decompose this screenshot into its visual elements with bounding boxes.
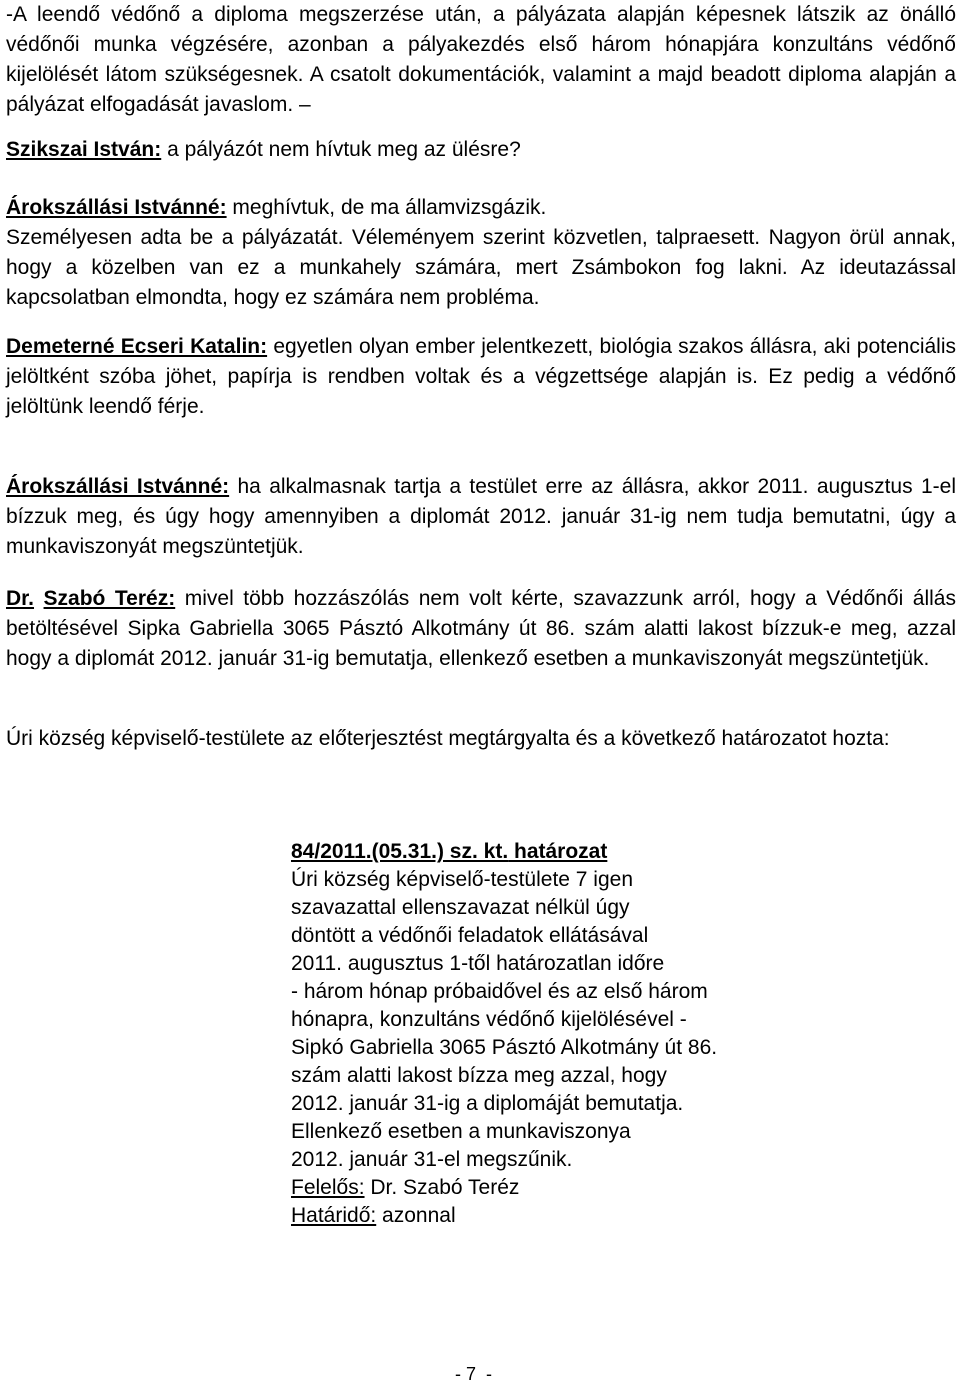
speech-text: ha alkalmasnak tartja a testület erre az állásra, akkor 2011. augusztus 1-el bízzuk meg, és úgy hogy amennyiben a diplomát 2012. január 31-ig nem tudja bemutatni, úgy a munkaviszonyát megszüntetjük. xyxy=(6,475,956,558)
paragraph-arokszallasi-1 xyxy=(6,193,956,313)
paragraph-szabo xyxy=(6,584,956,674)
resolution-line: 2012. január 31-el megszűnik. xyxy=(291,1148,573,1171)
speaker-name: Demeterné Ecseri Katalin: xyxy=(6,335,268,358)
speech-text: egyetlen olyan ember jelentkezett, biológia szakos állásra, aki potenciális jelöltként szóba jöhet, papírja is rendben voltak és a végzettsége alapján is. Ez pedig a védőnő jelöltünk leendő férje. xyxy=(6,335,956,418)
speaker-name: Szabó Teréz: xyxy=(43,587,176,610)
paragraph-opinion xyxy=(6,0,956,120)
deadline-value: azonnal xyxy=(376,1204,456,1227)
resolution-line: Sipkó Gabriella 3065 Pásztó Alkotmány út 86. xyxy=(291,1036,718,1059)
speech-text: mivel több hozzászólás nem volt kérte, szavazzunk arról, hogy a Védőnői állás betöltésével Sipka Gabriella 3065 Pásztó Alkotmány út 86. szám alatti lakost bízzuk-e meg, azzal hogy a diplomát 2012. január 31-ig bemutatja, ellenkező esetben a munkaviszonyát megszüntetjük. xyxy=(6,587,956,670)
resolution-line: szám alatti lakost bízza meg azzal, hogy xyxy=(291,1064,667,1087)
resolution-line: Úri község képviselő-testülete 7 igen xyxy=(291,868,634,891)
opinion-text: -A leendő védőnő a diploma megszerzése után, a pályázata alapján képesnek látszik az önálló védőnői munka végzésére, azonban a pályakezdés első három hónapjára konzultáns védőnő kijelölését látom szükségesnek. A csatolt dokumentációk, valamint a majd beadott diploma alapján a pályázat elfogadását javaslom. – xyxy=(6,3,956,116)
paragraph-demeterne xyxy=(6,332,956,422)
resolution-line: 2011. augusztus 1-től határozatlan időre xyxy=(291,952,665,975)
responsible-label: Felelős: xyxy=(291,1176,365,1199)
speech-continuation: Személyesen adta be a pályázatát. Véleményem szerint közvetlen, talpraesett. Nagyon örül annak, hogy a közelben van ez a munkahely számára, mert Zsámbokon fog lakni. Az ideutazással kapcsolatban elmondta, hogy ez számára nem probléma. xyxy=(6,226,956,309)
decision-intro-text: Úri község képviselő-testülete az előterjesztést megtárgyalta és a következő határozatot hozta: xyxy=(6,727,890,750)
speaker-name: Árokszállási Istvánné: xyxy=(6,475,230,498)
paragraph-szikszai xyxy=(6,135,956,165)
resolution-line: szavazattal ellenszavazat nélkül úgy xyxy=(291,896,630,919)
deadline-label: Határidő: xyxy=(291,1204,377,1227)
paragraph-arokszallasi-2 xyxy=(6,472,956,562)
resolution-title-word: határozat xyxy=(508,840,608,863)
deadline-row xyxy=(291,1202,851,1230)
resolution-number: 84/2011.(05.31.) sz. kt. xyxy=(291,840,509,863)
resolution-line: Ellenkező esetben a munkaviszonya xyxy=(291,1120,631,1143)
resolution-block xyxy=(291,838,851,1230)
speaker-name: Szikszai István: xyxy=(6,138,162,161)
resolution-line: 2012. január 31-ig a diplomáját bemutatja. xyxy=(291,1092,684,1115)
speech-text: a pályázót nem hívtuk meg az ülésre? xyxy=(161,138,521,161)
responsible-value: Dr. Szabó Teréz xyxy=(364,1176,520,1199)
resolution-line: - három hónap próbaidővel és az első három xyxy=(291,980,708,1003)
speaker-name: Árokszállási Istvánné: xyxy=(6,196,227,219)
resolution-line: hónapra, konzultáns védőnő kijelölésével - xyxy=(291,1008,687,1031)
responsible-row xyxy=(291,1174,851,1202)
speaker-title: Dr. xyxy=(6,587,35,610)
resolution-line: döntött a védőnői feladatok ellátásával xyxy=(291,924,649,947)
resolution-heading xyxy=(291,838,851,866)
page-number: - 7 - xyxy=(455,1364,493,1384)
speech-text: meghívtuk, de ma államvizsgázik. xyxy=(226,196,547,219)
paragraph-decision-intro xyxy=(6,724,956,754)
